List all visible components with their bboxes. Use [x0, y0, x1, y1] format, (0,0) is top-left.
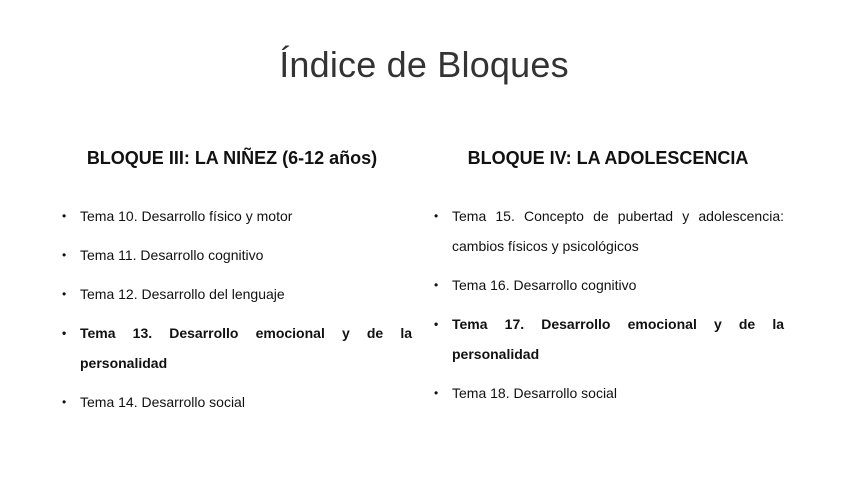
topic-text: Tema 13. Desarrollo emocional y de la personalidad [80, 325, 412, 371]
right-topic-list [432, 201, 784, 408]
bullet-icon: • [434, 317, 439, 331]
topic-text: Tema 16. Desarrollo cognitivo [452, 277, 637, 293]
topic-item-16 [432, 270, 784, 300]
right-column-heading: BLOQUE IV: LA ADOLESCENCIA [467, 148, 749, 168]
topic-item-14 [60, 387, 412, 417]
bullet-icon: • [434, 386, 439, 400]
bullet-icon: • [62, 326, 67, 340]
topic-text: Tema 17. Desarrollo emocional y de la personalidad [452, 316, 784, 362]
topic-item-13 [60, 318, 412, 378]
topic-item-15 [432, 201, 784, 261]
topic-item-11 [60, 240, 412, 270]
bullet-icon: • [434, 278, 439, 292]
bullet-icon: • [434, 209, 439, 223]
topic-text: Tema 12. Desarrollo del lenguaje [80, 286, 285, 302]
topic-text: Tema 14. Desarrollo social [80, 394, 245, 410]
topic-item-10 [60, 201, 412, 231]
bullet-icon: • [62, 248, 67, 262]
topic-text: Tema 15. Concepto de pubertad y adolescencia: cambios físicos y psicológicos [452, 208, 784, 254]
topic-text: Tema 11. Desarrollo cognitivo [80, 247, 264, 263]
right-column [432, 145, 784, 417]
topic-item-12 [60, 279, 412, 309]
left-column [60, 145, 412, 426]
bullet-icon: • [62, 287, 67, 301]
topic-item-18 [432, 378, 784, 408]
topic-text: Tema 10. Desarrollo físico y motor [80, 208, 293, 224]
bullet-icon: • [62, 395, 67, 409]
left-topic-list [60, 201, 412, 417]
topic-text: Tema 18. Desarrollo social [452, 385, 617, 401]
slide-title: Índice de Bloques [279, 44, 569, 85]
topic-item-17 [432, 309, 784, 369]
bullet-icon: • [62, 209, 67, 223]
left-column-heading: BLOQUE III: LA NIÑEZ (6-12 años) [86, 148, 378, 168]
